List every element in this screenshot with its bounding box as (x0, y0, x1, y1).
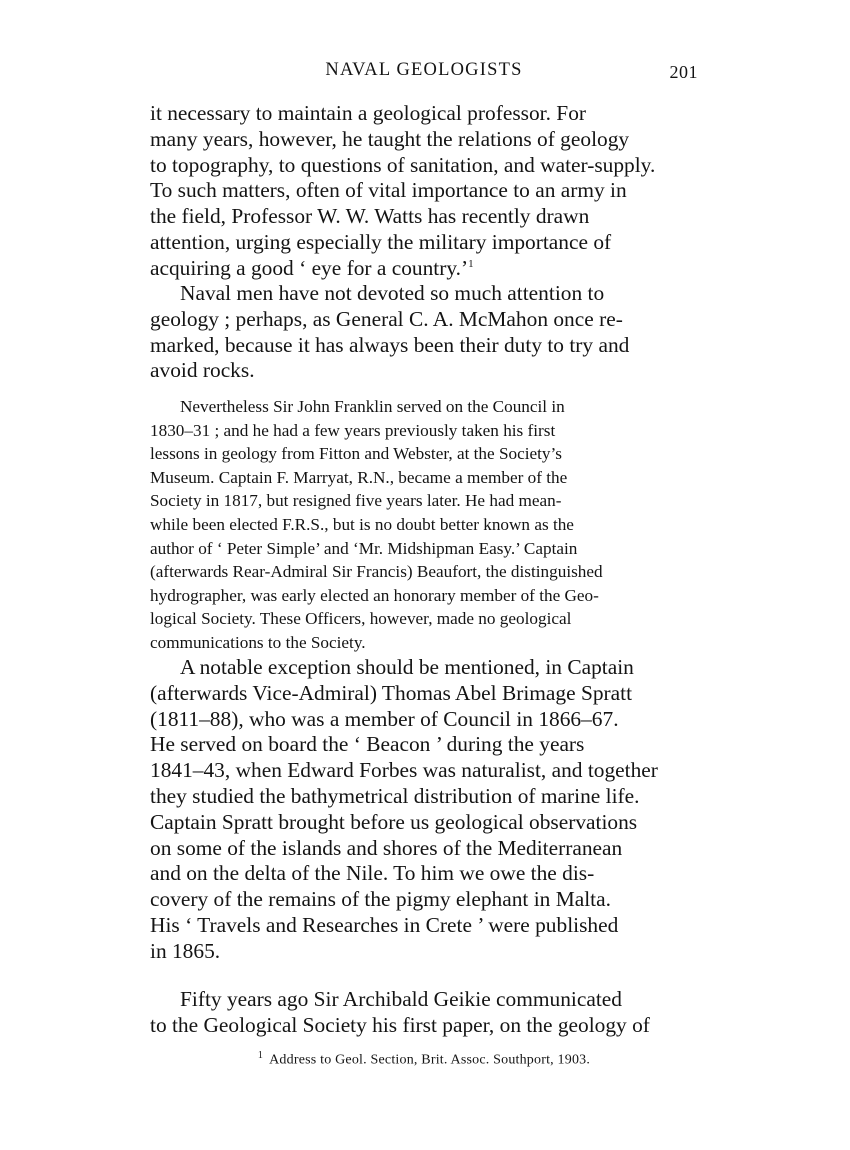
text-line: communications to the Society. (150, 632, 366, 652)
text-line: Nevertheless Sir John Franklin served on the Council in (180, 397, 565, 416)
footnote-mark: 1 (257, 1050, 264, 1061)
text-line: to topography, to questions of sanitation, and water-supply. (150, 152, 656, 177)
text-line: logical Society. These Officers, however, made no geological (150, 609, 572, 629)
paragraph-franklin (150, 395, 698, 655)
footnote-text: Address to Geol. Section, Brit. Assoc. Southport, 1903. (269, 1052, 591, 1068)
page-number: 201 (669, 62, 698, 82)
paragraph-geikie (150, 987, 698, 1039)
paragraph-professor (150, 101, 698, 282)
text-line: Naval men have not devoted so much attention to (180, 281, 605, 305)
text-line: attention, urging especially the military importance of (150, 229, 612, 254)
text-line: Society in 1817, but resigned five years later. He had mean- (150, 491, 562, 511)
text-line: on some of the islands and shores of the Mediterranean (150, 835, 623, 860)
text-line: marked, because it has always been their duty to try and (150, 332, 630, 357)
text-line: His ‘ Travels and Researches in Crete ’ were published (150, 912, 619, 937)
footnote (150, 1050, 698, 1069)
text-line: it necessary to maintain a geological professor. For (150, 101, 587, 125)
text-line: avoid rocks. (150, 358, 255, 383)
text-line: the field, Professor W. W. Watts has recently drawn (150, 204, 590, 229)
text-line: to the Geological Society his first paper, on the geology of (150, 1012, 650, 1037)
text-line-with-ref (150, 256, 698, 282)
text-line: they studied the bathymetrical distribution of marine life. (150, 783, 640, 808)
text-line: (1811–88), who was a member of Council in 1866–67. (150, 706, 619, 731)
paragraph-spratt (150, 655, 698, 965)
text-line: 1830–31 ; and he had a few years previously taken his first (150, 420, 556, 440)
text-line: hydrographer, was early elected an honorary member of the Geo- (150, 585, 599, 605)
text-line: Fifty years ago Sir Archibald Geikie communicated (180, 987, 622, 1011)
text-line: He served on board the ‘ Beacon ’ during the years (150, 732, 585, 757)
text-line: A notable exception should be mentioned, in Captain (180, 655, 634, 679)
text-line: and on the delta of the Nile. To him we owe the dis- (150, 861, 595, 886)
text-line: 1841–43, when Edward Forbes was naturalist, and together (150, 758, 658, 783)
text-line: acquiring a good ‘ eye for a country.’ (150, 255, 469, 280)
text-line: while been elected F.R.S., but is no doubt better known as the (150, 514, 574, 534)
text-line: author of ‘ Peter Simple’ and ‘Mr. Midshipman Easy.’ Captain (150, 538, 578, 558)
text-line: (afterwards Rear-Admiral Sir Francis) Beaufort, the distinguished (150, 562, 603, 582)
text-line: Captain Spratt brought before us geological observations (150, 809, 638, 834)
text-line: Museum. Captain F. Marryat, R.N., became a member of the (150, 467, 568, 487)
text-line: To such matters, often of vital importance to an army in (150, 178, 627, 203)
text-line: (afterwards Vice-Admiral) Thomas Abel Brimage Spratt (150, 680, 633, 705)
footnote-reference: 1 (468, 257, 474, 270)
running-head (150, 60, 698, 90)
running-title: NAVAL GEOLOGISTS (325, 60, 523, 80)
text-line: geology ; perhaps, as General C. A. McMahon once re- (150, 306, 623, 331)
text-line: covery of the remains of the pigmy elephant in Malta. (150, 887, 611, 912)
text-line: many years, however, he taught the relations of geology (150, 126, 630, 151)
text-line: in 1865. (150, 938, 221, 963)
paragraph-naval-men (150, 281, 698, 384)
text-line: lessons in geology from Fitton and Webster, at the Society’s (150, 444, 562, 464)
